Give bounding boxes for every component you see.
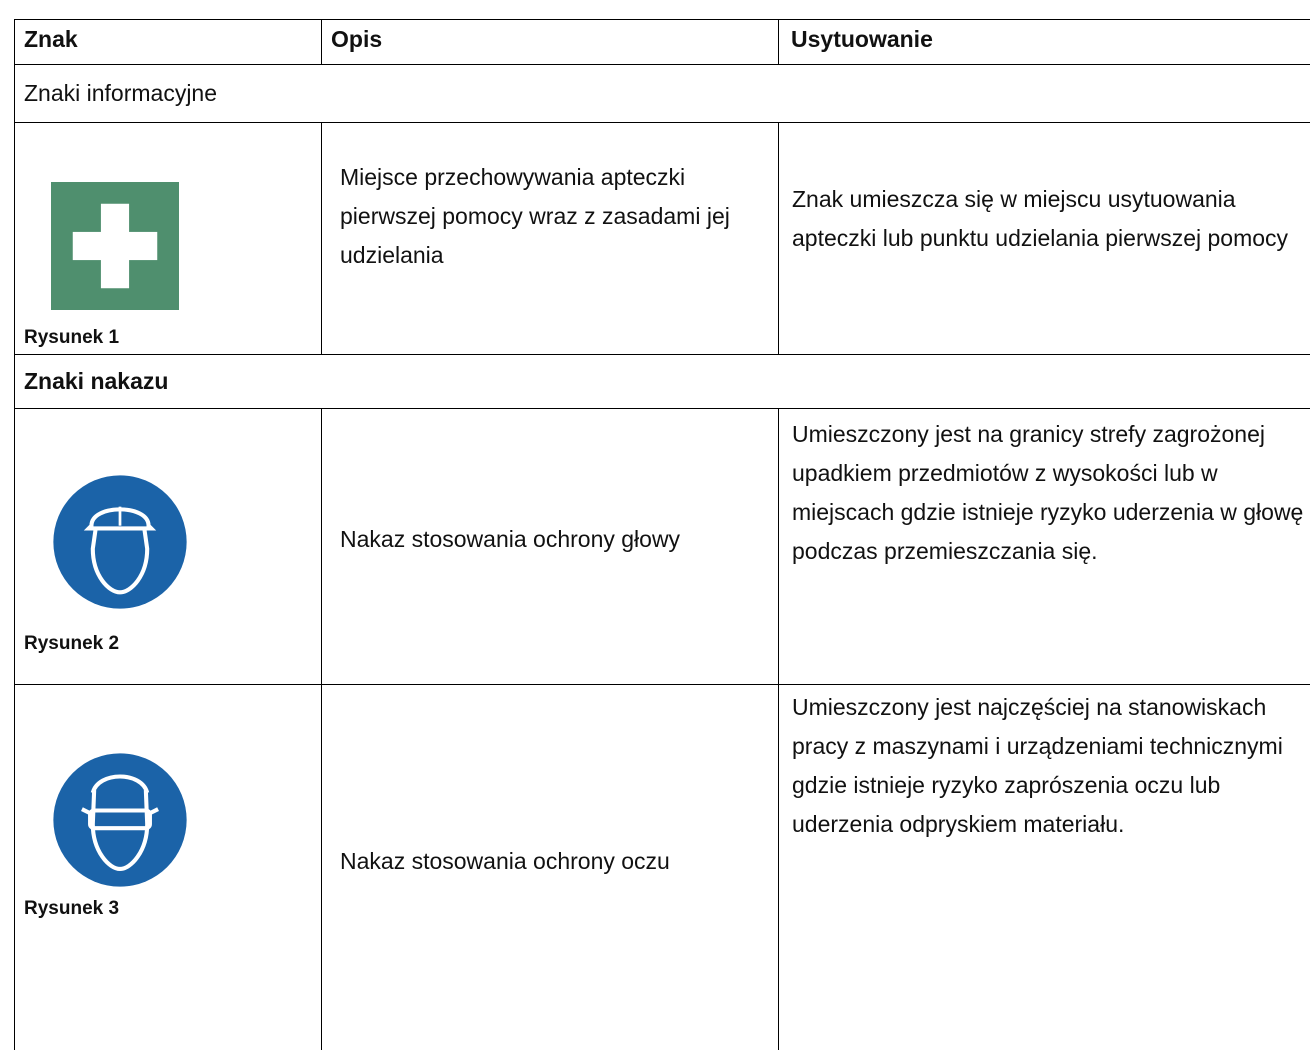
section-title-mandatory-signs: Znaki nakazu bbox=[24, 368, 169, 394]
header-col-divider-2 bbox=[778, 19, 779, 64]
figure-caption-2: Rysunek 2 bbox=[24, 633, 120, 654]
row-1-col-divider-1 bbox=[321, 122, 322, 354]
first-aid-sign-icon bbox=[51, 182, 179, 310]
row-1-col-divider-2 bbox=[778, 122, 779, 354]
table-left-border bbox=[14, 19, 15, 1050]
header-col-divider-1 bbox=[321, 19, 322, 64]
row-2-border bbox=[14, 684, 1310, 685]
header-row-border bbox=[14, 64, 1310, 65]
row-1-description: Miejsce przechowywania apteczki pierwszej pomocy wraz z zasadami jej udzielania bbox=[340, 164, 730, 268]
row-2-col-divider-2 bbox=[778, 408, 779, 1050]
column-header-placement: Usytuowanie bbox=[791, 26, 933, 52]
section-title-information-signs: Znaki informacyjne bbox=[24, 80, 218, 106]
row-2-col-divider-1 bbox=[321, 408, 322, 1050]
table-border-top bbox=[14, 19, 1310, 20]
figure-caption-1: Rysunek 1 bbox=[24, 327, 120, 348]
column-header-description: Opis bbox=[331, 26, 383, 52]
figure-caption-3: Rysunek 3 bbox=[24, 898, 120, 919]
row-1-border bbox=[14, 354, 1310, 355]
row-3-description: Nakaz stosowania ochrony oczu bbox=[340, 848, 670, 874]
row-2-placement: Umieszczony jest na granicy strefy zagrożonej upadkiem przedmiotów z wysokości lub w miejscach gdzie istnieje ryzyko uderzenia w głowę podczas przemieszczania się. bbox=[792, 421, 1304, 564]
head-protection-sign-icon bbox=[52, 474, 188, 610]
row-2-description: Nakaz stosowania ochrony głowy bbox=[340, 526, 681, 552]
section-2-border bbox=[14, 408, 1310, 409]
column-header-sign: Znak bbox=[24, 26, 78, 52]
eye-protection-sign-icon bbox=[52, 752, 188, 888]
row-3-placement: Umieszczony jest najczęściej na stanowiskach pracy z maszynami i urządzeniami technicznymi gdzie istnieje ryzyko zaprószenia oczu lub uderzenia odpryskiem materiału. bbox=[792, 694, 1283, 837]
row-1-placement: Znak umieszcza się w miejscu usytuowania apteczki lub punktu udzielania pierwszej pomocy bbox=[792, 186, 1289, 251]
section-1-border bbox=[14, 122, 1310, 123]
